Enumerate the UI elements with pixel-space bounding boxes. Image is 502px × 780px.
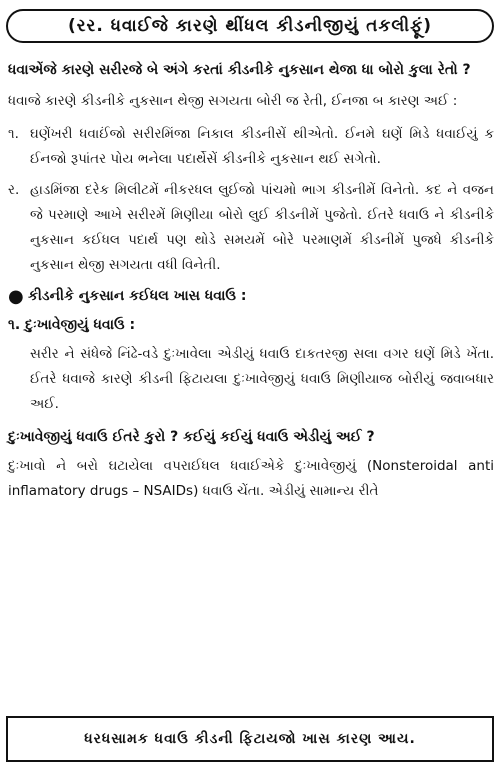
point-text: ઘણેંખરી ધવાઈંજો સરીરમિંજા નિકાલ કીડનીસેં થીએતો. ઈનમે ઘણેં મિડે ધવાઈયું ક ઈનજો રૂપાંતર પોય ભનેલા પદાર્થેસેં કીડનીકે નુકસાન થઈ સગેતો. <box>30 126 494 167</box>
paragraph-2: દુઃખાવો ને બરો ઘટાયેલા વપરાઈધલ ધવાઈએકે દુઃખાવેજીયું (Nonsteroidal anti inflamatory drugs – NSAIDs) ધવાઉ ચેંતા. એડીયું સામાન્ય રીતે <box>8 458 494 499</box>
point-number: ૧. <box>8 126 19 142</box>
intro-paragraph: ધવાજે કારણે કીડનીકે નુકસાન થેજી સગયતા બોરી જ રેતી, ઈનજા બ કારણ અઈ : <box>8 93 458 109</box>
bullet-heading <box>8 284 494 309</box>
bullet-heading-text: કીડનીકે નુકસાન કઈધલ ખાસ ધવાઉ : <box>28 288 247 304</box>
point-number: ર. <box>8 182 20 198</box>
chapter-title: (રર. ધવાઈજે કારણે થીંધલ કીડનીજીયું તકલીફૂં) <box>6 9 494 43</box>
question-heading-2: દુઃખાવેજીયું ધવાઉ ઈતરે કુરો ? કઈયું કઈયું ધવાઉ એડીયું અઈ ? <box>8 429 375 445</box>
main-content <box>8 58 494 504</box>
numbered-point-2 <box>8 178 494 278</box>
point-text: હાડમિંજા દરેક મિલીટમેં નીકરધલ લુઈજો પાંચમો ભાગ કીડનીમેં વિનેતો. કદ ને વજન જે પરમાણે આખે સરીરમેં મિણીયા બોરો લુઈ કીડનીમેં પુજેતો. ઈતરે ધવાઉ ને કીડનીકે નુકસાન કઈધલ પદાર્થ પણ થોડે સમયમેં બોરે પરમાણમેં કીડનીમેં પુજધે કીડનીકે નુકસાન થેજી સગયતા વધી વિનેતી. <box>30 182 494 273</box>
sub-paragraph: સરીર ને સંધેજે નિંઢે-વડે દુઃખાવેલા એડીયું ધવાઉ દાકતરજી સલા વગર ઘણેં મિડે ખેંતા. ઈતરે ધવાજે કારણે કીડની ફિટાયલા દુઃખાવેજીયું ધવાઉ મિણીયાજ બોરીયું જવાબધાર અઈ. <box>30 346 494 412</box>
bullet-icon: ● <box>8 285 24 307</box>
highlight-box: ધરધસામક ધવાઉ કીડની ફિટાયજો ખાસ કારણ આય. <box>6 716 494 762</box>
numbered-point-1 <box>8 122 494 172</box>
sub-heading: ૧. દુઃખાવેજીયું ધવાઉ : <box>8 317 136 333</box>
question-heading-1: ધવાએંજે કારણે સરીરજે બે અંગે કરતાં કીડનીકે નુકસાન થેજા ધા બોરો કુલા રેતો ? <box>8 62 471 78</box>
